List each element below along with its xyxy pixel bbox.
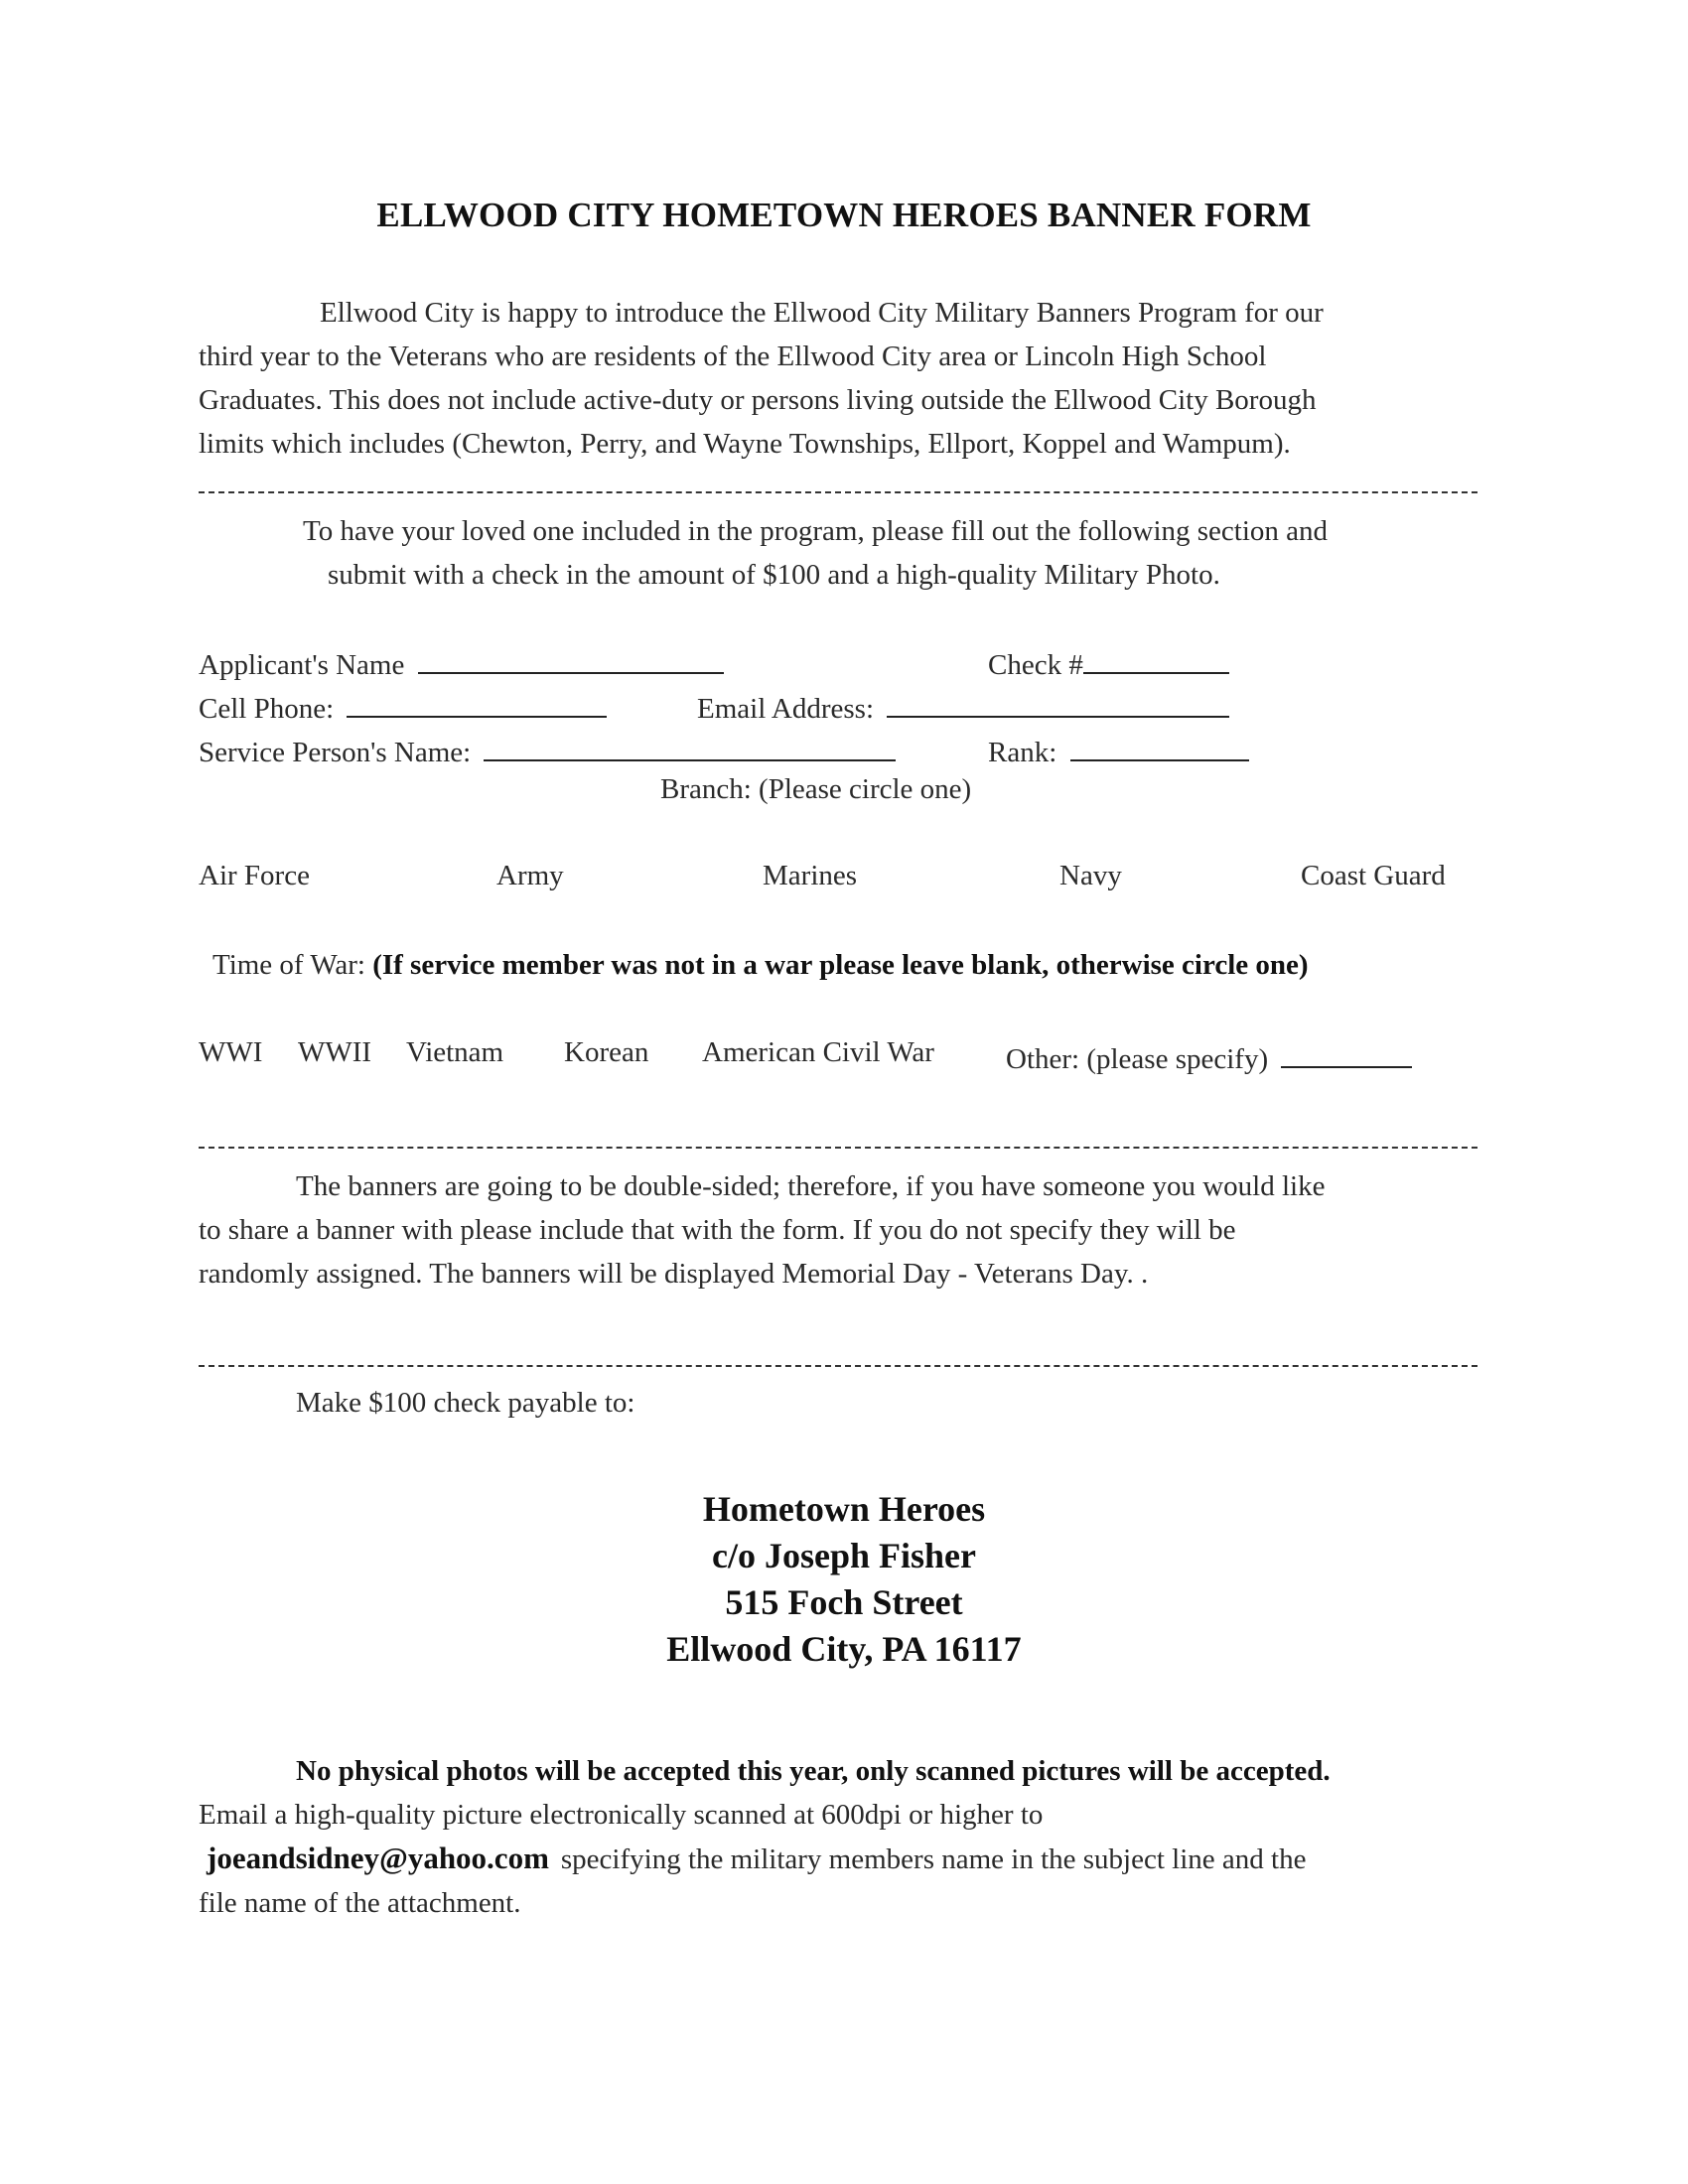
war-other-field: [1006, 1036, 1412, 1076]
war-korean[interactable]: Korean: [564, 1036, 649, 1068]
intro-line: limits which includes (Chewton, Perry, and Wayne Townships, Ellport, Koppel and Wampum).: [199, 428, 1291, 460]
rank-field: [988, 730, 1249, 769]
check-number-field: [988, 642, 1229, 682]
service-person-name-label: Service Person's Name:: [199, 737, 472, 768]
banner-line: The banners are going to be double-sided; therefore, if you have someone you would like: [296, 1170, 1326, 1202]
address-line: Hometown Heroes: [702, 1489, 986, 1529]
address-line: 515 Foch Street: [725, 1582, 963, 1622]
war-prompt: [212, 949, 1309, 982]
branch-prompt: Branch: (Please circle one): [660, 773, 972, 805]
instructions-paragraph: [199, 509, 1489, 597]
rank-label: Rank:: [988, 737, 1057, 768]
war-american-civil-war[interactable]: American Civil War: [702, 1036, 934, 1068]
war-wwii[interactable]: WWII: [298, 1036, 372, 1068]
intro-line: Ellwood City is happy to introduce the Ellwood City Military Banners Program for our: [320, 297, 1324, 329]
email-address-blank[interactable]: [887, 686, 1229, 718]
rank-blank[interactable]: [1070, 730, 1249, 761]
instructions-line: submit with a check in the amount of $100 and a high-quality Military Photo.: [328, 559, 1220, 591]
cell-phone-blank[interactable]: [347, 686, 607, 718]
email-address-field: [697, 686, 1229, 726]
contact-email-link[interactable]: joeandsidney@yahoo.com: [207, 1841, 549, 1875]
email-address-label: Email Address:: [697, 693, 875, 725]
address-line: c/o Joseph Fisher: [712, 1536, 976, 1575]
section-divider: [199, 1365, 1477, 1367]
photo-paragraph: [199, 1749, 1489, 1925]
check-number-blank[interactable]: [1083, 642, 1229, 674]
instructions-line: To have your loved one included in the program, please fill out the following section and: [303, 515, 1329, 547]
war-prompt-instruction: (If service member was not in a war please leave blank, otherwise circle one): [372, 949, 1309, 981]
applicant-name-label: Applicant's Name: [199, 649, 405, 681]
war-prompt-label: Time of War:: [212, 949, 365, 981]
branch-coast-guard[interactable]: Coast Guard: [1301, 860, 1446, 891]
section-divider: [199, 491, 1477, 493]
photo-line: Email a high-quality picture electronically scanned at 600dpi or higher to: [199, 1799, 1044, 1831]
intro-line: third year to the Veterans who are residents of the Ellwood City area or Lincoln High School: [199, 341, 1267, 372]
check-number-label: Check #: [988, 649, 1083, 681]
applicant-name-field: [199, 642, 724, 682]
form-title: ELLWOOD CITY HOMETOWN HEROES BANNER FORM: [376, 196, 1312, 234]
section-divider: [199, 1147, 1477, 1149]
branch-air-force[interactable]: Air Force: [199, 860, 310, 891]
banner-paragraph: [199, 1164, 1489, 1296]
branch-navy[interactable]: Navy: [1059, 860, 1122, 891]
war-other-blank[interactable]: [1281, 1036, 1412, 1068]
intro-paragraph: [199, 291, 1489, 466]
war-vietnam[interactable]: Vietnam: [406, 1036, 504, 1068]
intro-line: Graduates. This does not include active-duty or persons living outside the Ellwood City Borough: [199, 384, 1317, 416]
photo-notice: No physical photos will be accepted this year, only scanned pictures will be accepted.: [296, 1755, 1331, 1787]
branch-army[interactable]: Army: [496, 860, 564, 891]
banner-line: randomly assigned. The banners will be displayed Memorial Day - Veterans Day. .: [199, 1258, 1149, 1290]
address-line: Ellwood City, PA 16117: [666, 1629, 1022, 1669]
photo-line: specifying the military members name in the subject line and the: [560, 1843, 1307, 1875]
cell-phone-field: [199, 686, 607, 726]
mailing-address: [0, 1486, 1688, 1673]
war-wwi[interactable]: WWI: [199, 1036, 263, 1068]
cell-phone-label: Cell Phone:: [199, 693, 335, 725]
banner-line: to share a banner with please include that with the form. If you do not specify they will be: [199, 1214, 1236, 1246]
service-person-name-field: [199, 730, 896, 769]
applicant-name-blank[interactable]: [418, 642, 724, 674]
branch-marines[interactable]: Marines: [763, 860, 858, 891]
payable-label: Make $100 check payable to:: [296, 1387, 635, 1419]
war-other-label[interactable]: Other: (please specify): [1006, 1043, 1269, 1075]
photo-line: file name of the attachment.: [199, 1887, 521, 1919]
service-person-name-blank[interactable]: [484, 730, 896, 761]
